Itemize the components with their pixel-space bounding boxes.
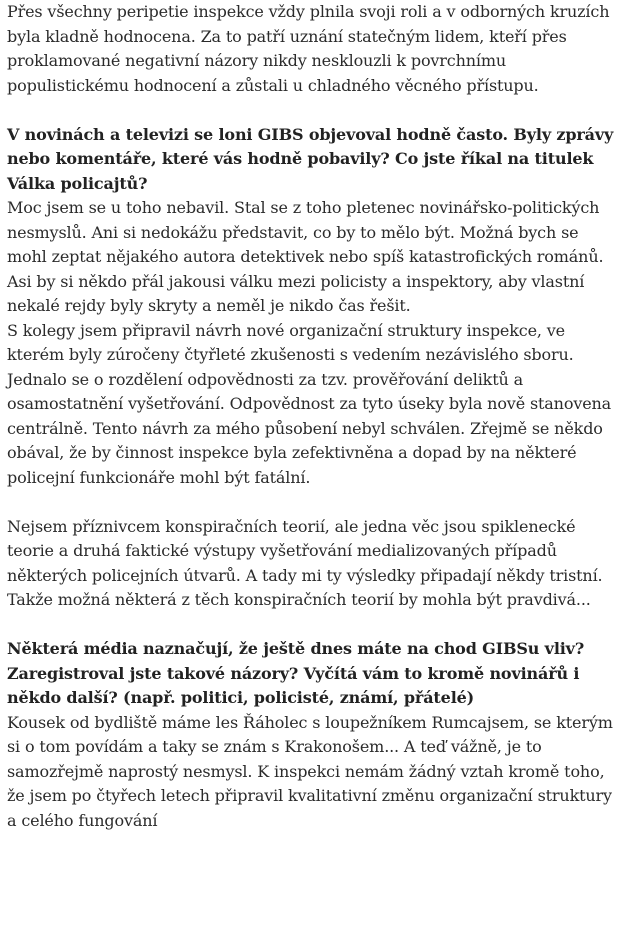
- interview-question-1: V novinách a televizi se loni GIBS objevoval hodně často. Byly zprávy nebo komentáře, které vás hodně pobavily? Co jste říkal na titulek Válka policajtů?: [7, 124, 614, 193]
- article-paragraph-conspiracy: Nejsem příznivcem konspiračních teorií, ale jedna věc jsou spiklenecké teorie a druhá faktické výstupy vyšetřování medializovaných případů některých policejních útvarů. A tady mi ty výsledky připadají někdy tristní. Takže možná některá z těch konspiračních teorií by mohla být pravdivá...: [7, 516, 603, 609]
- article-paragraph-intro: Přes všechny peripetie inspekce vždy plnila svoji roli a v odborných kruzích byla kladně hodnocena. Za to patří uznání statečným lidem, kteří přes proklamované negativní názory nikdy nesklouzli k povrchnímu populistickému hodnocení a zůstali u chladného věcného přístupu.: [7, 2, 610, 95]
- interview-answer-1-paragraph-1: Moc jsem se u toho nebavil. Stal se z toho pletenec novinářsko-politických nesmyslů. Ani si nedokážu představit, co by to mělo být. Možná bych se mohl zeptat nějakého autora detektivek nebo spíš katastrofických románů. Asi by si někdo přál jakousi válku mezi policisty a inspektory, aby vlastní nekalé rejdy byly skryty a neměl je nikdo čas řešit.: [7, 198, 604, 315]
- paragraph-gap: [7, 613, 622, 638]
- interview-question-2: Některá média naznačují, že ještě dnes máte na chod GIBSu vliv? Zaregistroval jste takové názory? Vyčítá vám to kromě novinářů i někdo další? (např. politici, policisté, známí, přátelé): [7, 639, 585, 707]
- interview-answer-2-paragraph-1: Kousek od bydliště máme les Řáholec s loupežníkem Rumcajsem, se kterým si o tom povídám a taky se znám s Krakonošem... A teď vážně, je to samozřejmě naprostý nesmysl. K inspekci nemám žádný vztah kromě toho, že jsem po čtyřech letech připravil kvalitativní změnu organizační struktury a celého fungování: [7, 712, 613, 830]
- paragraph-gap: [7, 490, 622, 515]
- paragraph-gap: [7, 98, 622, 123]
- interview-answer-1-paragraph-2: S kolegy jsem připravil návrh nové organizační struktury inspekce, ve kterém byly zúročeny čtyřleté zkušenosti s vedením nezávislého sboru. Jednalo se o rozdělení odpovědnosti za tzv. prověřování deliktů a osamostatnění vyšetřování. Odpovědnost za tyto úseky byla nově stanovena centrálně. Tento návrh za mého působení nebyl schválen. Zřejmě se někdo obával, že by činnost inspekce byla zefektivněna a dopad by na některé policejní funkcionáře mohl být fatální.: [7, 320, 612, 487]
